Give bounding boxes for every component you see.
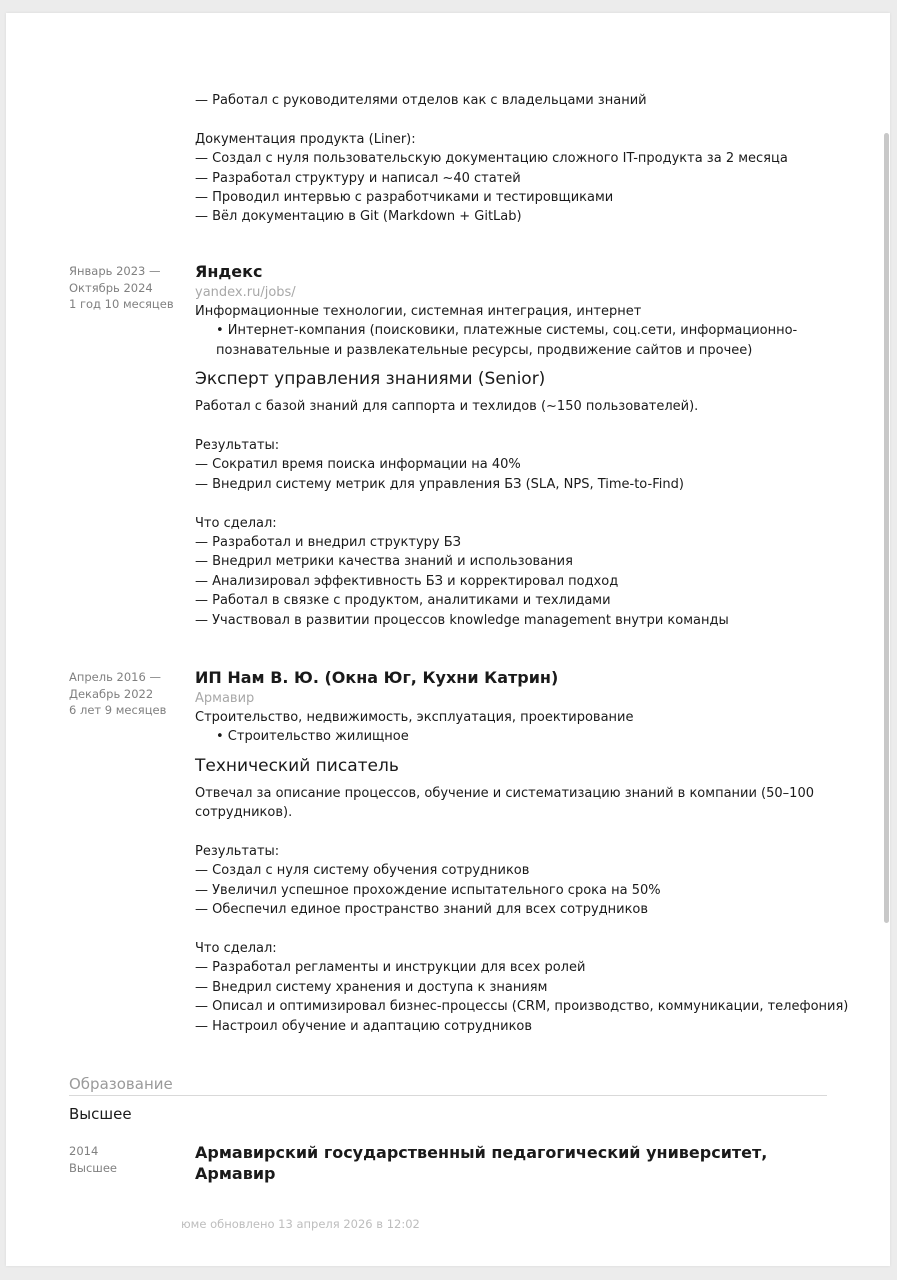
text-line: — Создал с нуля систему обучения сотрудников xyxy=(195,863,530,879)
text-line: Результаты: xyxy=(195,438,280,454)
text-line: Работал с базой знаний для саппорта и техлидов (~150 пользователей). xyxy=(195,399,699,415)
text-line: — Разработал структуру и написал ~40 статей xyxy=(195,170,521,186)
text-line: — Проводил интервью с разработчиками и тестировщиками xyxy=(195,190,614,206)
job-start-date: Апрель 2016 — xyxy=(69,670,161,684)
text-line: — Внедрил систему хранения и доступа к знаниям xyxy=(195,979,548,995)
education-dates xyxy=(69,1143,189,1176)
graduation-level: Высшее xyxy=(69,1160,117,1175)
text-line: Что сделал: xyxy=(195,941,277,957)
text-line: — Вёл документацию в Git (Markdown + GitLab) xyxy=(195,209,522,225)
text-line: — Работал в связке с продуктом, аналитиками и техлидами xyxy=(195,593,611,609)
text-line: — Разработал регламенты и инструкции для всех ролей xyxy=(195,960,586,976)
text-line: — Обеспечил единое пространство знаний для всех сотрудников xyxy=(195,902,649,918)
job-duration: 1 год 10 месяцев xyxy=(69,297,174,311)
text-line: — Анализировал эффективность БЗ и корректировал подход xyxy=(195,573,619,589)
text-line: — Разработал и внедрил структуру БЗ xyxy=(195,535,462,551)
company-city: Армавир xyxy=(195,691,255,706)
job-position: Технический писатель xyxy=(195,755,399,776)
company-name: Яндекс xyxy=(195,262,263,281)
scrollbar[interactable] xyxy=(884,133,889,923)
job-duration: 6 лет 9 месяцев xyxy=(69,703,167,717)
text-line: — Настроил обучение и адаптацию сотрудников xyxy=(195,1018,533,1034)
resume-sheet xyxy=(6,13,890,1266)
text-line: — Сократил время поиска информации на 40% xyxy=(195,457,521,473)
job-start-date: Январь 2023 — xyxy=(69,264,161,278)
job-position: Эксперт управления знаниями (Senior) xyxy=(195,369,546,390)
text-line: — Работал с руководителями отделов как с владельцами знаний xyxy=(195,93,647,108)
job-description xyxy=(195,397,835,630)
text-line: сотрудников). xyxy=(195,805,293,821)
text-line: — Создал с нуля пользовательскую документацию сложного IT-продукта за 2 месяца xyxy=(195,151,788,167)
company-website-link[interactable]: yandex.ru/jobs/ xyxy=(195,285,296,300)
text-line: Что сделал: xyxy=(195,515,277,531)
job-end-date: Октябрь 2024 xyxy=(69,280,153,295)
text-line: Документация продукта (Liner): xyxy=(195,131,416,147)
university-name: Армавирский государственный педагогический университет, Армавир xyxy=(195,1143,768,1183)
text-line: — Внедрил систему метрик для управления БЗ (SLA, NPS, Time-to-Find) xyxy=(195,476,684,492)
job-entry-yandex xyxy=(195,261,835,630)
text-line: — Описал и оптимизировал бизнес-процессы (CRM, производство, коммуникации, телефония) xyxy=(195,999,849,1015)
job-dates xyxy=(69,263,189,313)
text-line: — Внедрил метрики качества знаний и использования xyxy=(195,554,573,570)
previous-job-description xyxy=(195,91,835,227)
job-description xyxy=(195,784,849,1036)
industry-detail: • Строительство жилищное xyxy=(216,729,409,745)
text-line: — Участвовал в развитии процессов knowledge management внутри команды xyxy=(195,612,729,628)
text-line: Отвечал за описание процессов, обучение и систематизацию знаний в компании (50–100 xyxy=(195,785,814,801)
company-industry: Строительство, недвижимость, эксплуатация, проектирование xyxy=(195,710,634,725)
education-level: Высшее xyxy=(69,1105,132,1123)
job-entry-ip-nam xyxy=(195,667,849,1036)
industry-detail: • Интернет-компания (поисковики, платежные системы, соц.сети, информационно-познавательные и развлекательные ресурсы, продвижение сайтов и прочее) xyxy=(216,323,798,358)
text-line: — Увеличил успешное прохождение испытательного срока на 50% xyxy=(195,882,661,898)
graduation-year: 2014 xyxy=(69,1144,99,1158)
education-section-title: Образование xyxy=(69,1074,827,1096)
text-line: Результаты: xyxy=(195,844,280,860)
job-end-date: Декабрь 2022 xyxy=(69,686,154,701)
updated-timestamp: юме обновлено 13 апреля 2026 в 12:02 xyxy=(181,1217,420,1231)
job-dates xyxy=(69,669,189,719)
company-name: ИП Нам В. Ю. (Окна Юг, Кухни Катрин) xyxy=(195,668,559,687)
company-industry: Информационные технологии, системная интеграция, интернет xyxy=(195,304,642,319)
